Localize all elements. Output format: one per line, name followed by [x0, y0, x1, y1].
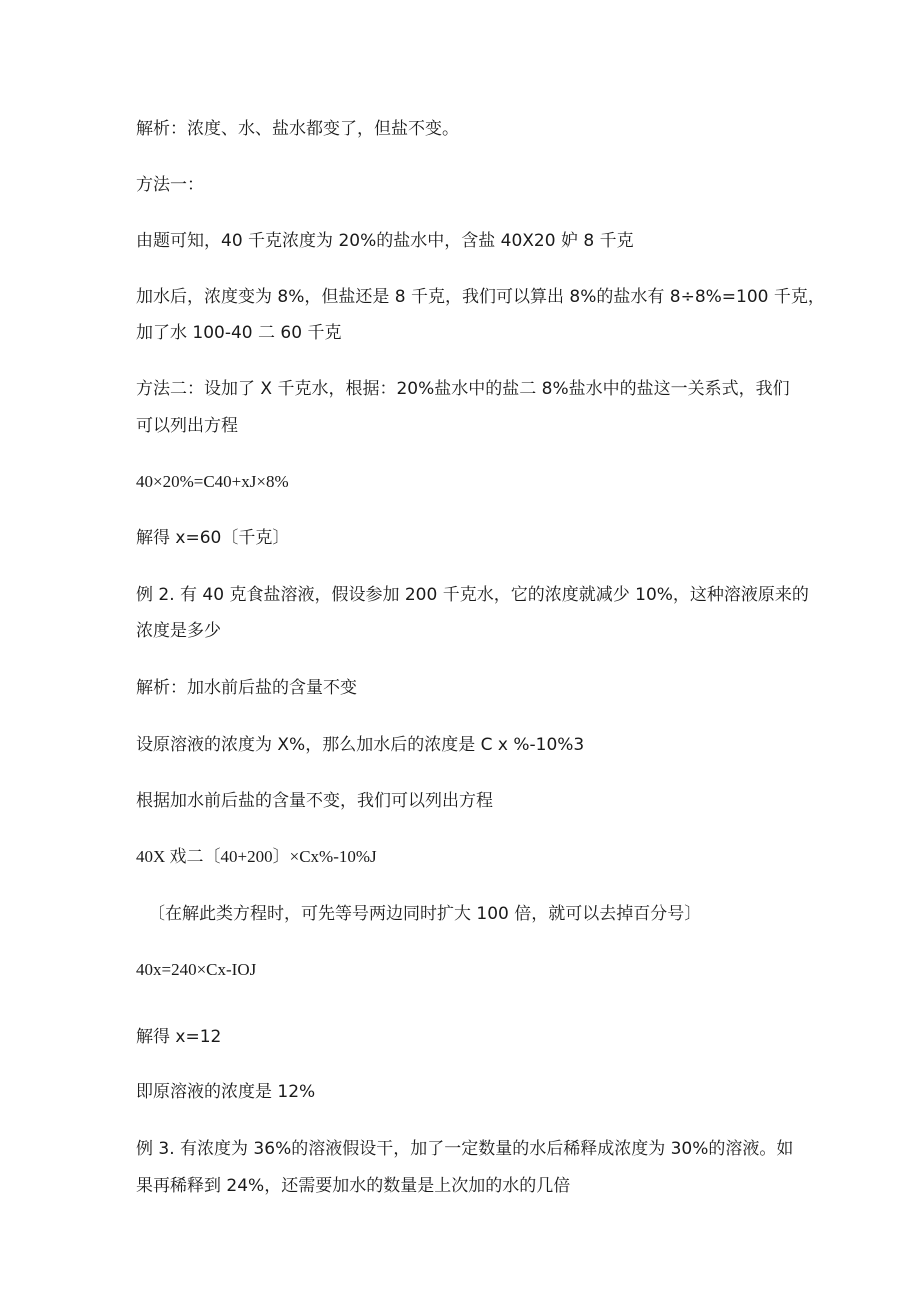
- text-line-method-1-step-2: 加水后，浓度变为 8%，但盐还是 8 千克，我们可以算出 8%的盐水有 8÷8%=100 千克，: [136, 287, 825, 307]
- text-line-example-2-cont: 浓度是多少: [136, 621, 221, 641]
- text-line-method-1-step-1: 由题可知，40 千克浓度为 20%的盐水中，含盐 40X20 妒 8 千克: [136, 231, 634, 251]
- text-line-method-1-step-3: 加了水 100-40 二 60 千克: [136, 323, 342, 343]
- text-line-example-3-cont: 果再稀释到 24%，还需要加水的数量是上次加的水的几倍: [136, 1176, 571, 1196]
- text-line-assumption: 设原溶液的浓度为 X%，那么加水后的浓度是 C x %-10%3: [136, 735, 585, 755]
- text-line-analysis-1: 解析：浓度、水、盐水都变了，但盐不变。: [136, 119, 459, 139]
- text-line-method-2-intro: 方法二：设加了 X 千克水，根据：20%盐水中的盐二 8%盐水中的盐这一关系式，我们: [136, 379, 790, 399]
- text-line-answer-2: 即原溶液的浓度是 12%: [136, 1082, 316, 1102]
- text-line-example-2: 例 2. 有 40 克食盐溶液，假设参加 200 千克水，它的浓度就减少 10%，这种溶液原来的: [136, 585, 809, 605]
- equation-line-2: 40X 戏二〔40+200〕×Cx%-10%J: [136, 847, 377, 866]
- text-line-method-1-heading: 方法一：: [136, 175, 204, 195]
- text-line-note: 〔在解此类方程时，可先等号两边同时扩大 100 倍，就可以去掉百分号〕: [148, 904, 702, 924]
- text-line-equation-intro: 根据加水前后盐的含量不变，我们可以列出方程: [136, 791, 493, 811]
- text-line-solution-2: 解得 x=12: [136, 1027, 222, 1047]
- text-line-analysis-2: 解析：加水前后盐的含量不变: [136, 678, 357, 698]
- text-line-method-2-intro-cont: 可以列出方程: [136, 416, 238, 436]
- text-line-example-3: 例 3. 有浓度为 36%的溶液假设干，加了一定数量的水后稀释成浓度为 30%的溶液。如: [136, 1139, 794, 1159]
- equation-line-1: 40×20%=C40+xJ×8%: [136, 472, 289, 491]
- text-line-solution-1: 解得 x=60〔千克〕: [136, 528, 290, 548]
- equation-line-3: 40x=240×Cx-IOJ: [136, 960, 257, 979]
